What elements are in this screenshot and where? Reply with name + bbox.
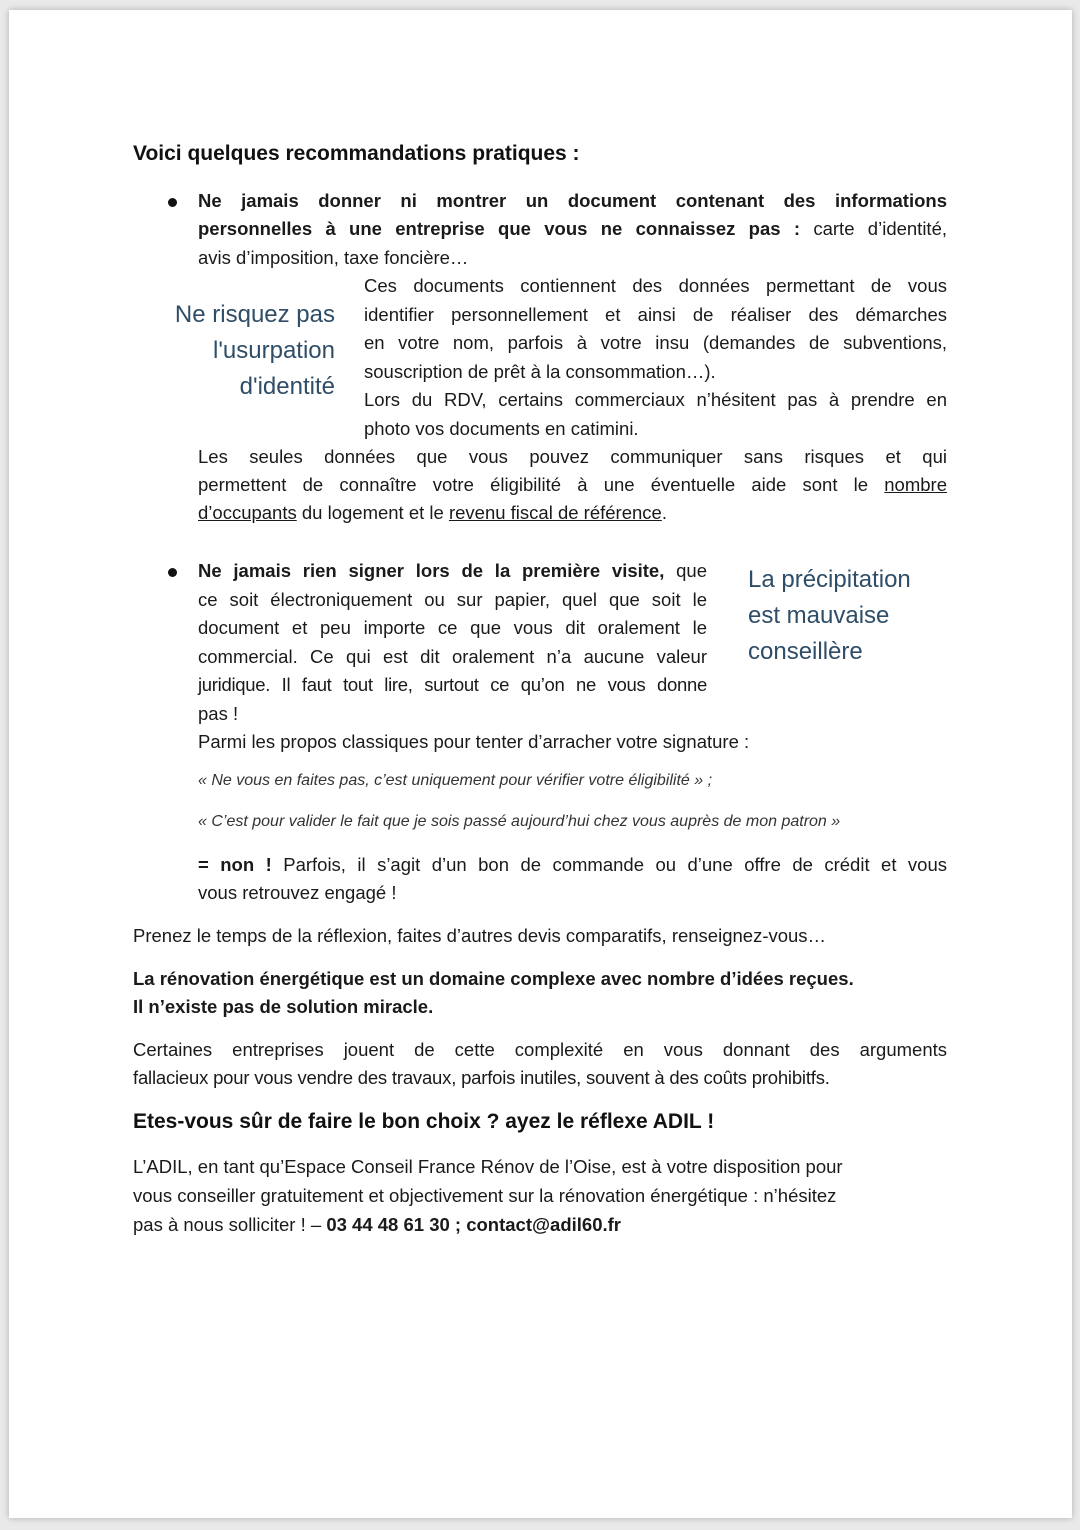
side-line2: identifier personnellement et ainsi de réaliser des démarches	[364, 303, 947, 325]
adil-contact: 03 44 48 61 30 ; contact@adil60.fr	[326, 1214, 621, 1235]
quote-2: « C’est pour valider le fait que je sois passé aujourd’hui chez vous auprès de mon patron »	[198, 813, 841, 830]
bullet2-line1-rest: que	[664, 560, 707, 581]
equal-non-line2: vous retrouvez engagé !	[198, 882, 397, 903]
after-line3-mid: du logement et le	[296, 502, 449, 523]
side-line3: en votre nom, parfois à votre insu (demandes de subventions,	[364, 332, 947, 353]
side-line5: Lors du RDV, certains commerciaux n’hésitent pas à prendre en	[364, 389, 947, 410]
bullet2-line1	[198, 557, 707, 586]
complexity-line1: Certaines entreprises jouent de cette complexité en vous donnant des arguments	[133, 1039, 947, 1060]
bullet1-line1: Ne jamais donner ni montrer un document contenant des informations	[198, 190, 947, 211]
bullet2-line4: commercial. Ce qui est dit oralement n’a aucune valeur	[198, 645, 707, 667]
bullet2-line7: Parmi les propos classiques pour tenter d’arracher votre signature :	[198, 731, 750, 752]
equal-non-line1	[198, 851, 947, 880]
quote-1: « Ne vous en faites pas, c’est uniquement pour vérifier votre éligibilité » ;	[198, 772, 713, 789]
underlined-revenu: revenu fiscal de référence	[448, 502, 662, 523]
after-line1: Les seules données que vous pouvez communiquer sans risques et qui	[198, 446, 947, 467]
pull-quote-identity	[139, 297, 335, 405]
adil-line1: L’ADIL, en tant qu’Espace Conseil France Rénov de l’Oise, est à votre disposition pour	[133, 1156, 843, 1177]
bullet1-line2	[198, 215, 947, 244]
pull-quote-identity-line1: Ne risquez pas	[174, 301, 335, 328]
complexity-line2: fallacieux pour vous vendre des travaux, parfois inutiles, souvent à des coûts prohibitfs.	[133, 1067, 830, 1088]
adil-heading: Etes-vous sûr de faire le bon choix ? ayez le réflexe ADIL !	[133, 1110, 715, 1133]
bullet2-text	[198, 557, 707, 728]
bullet2-line1-bold: Ne jamais rien signer lors de la première visite,	[198, 560, 665, 581]
bullet1-line2-rest: carte d’identité,	[800, 218, 948, 239]
bullet2-line5: juridique. Il faut tout lire, surtout ce qu’on ne vous donne	[198, 674, 707, 695]
bullet1-line2-bold: personnelles à une entreprise que vous ne connaissez pas :	[198, 218, 801, 239]
equal-non-rest: Parfois, il s’agit d’un bon de commande ou d’une offre de crédit et vous	[271, 854, 947, 875]
document-page	[9, 10, 1072, 1518]
equal-non-bold: = non !	[198, 854, 272, 875]
pull-quote-identity-line3: d'identité	[239, 373, 335, 400]
bold-statement-line1: La rénovation énergétique est un domaine complexe avec nombre d’idées reçues.	[133, 968, 854, 989]
underlined-occupants: d’occupants	[198, 502, 297, 523]
pull-quote-precipitation-line1: La précipitation	[748, 566, 911, 593]
pull-quote-identity-line2: l'usurpation	[213, 337, 335, 364]
adil-line3	[133, 1211, 621, 1240]
bullet-2	[168, 568, 177, 577]
identity-side-text	[364, 272, 947, 443]
reflexion-paragraph: Prenez le temps de la réflexion, faites d’autres devis comparatifs, renseignez-vous…	[133, 925, 827, 946]
pull-quote-precipitation	[748, 562, 911, 670]
bullet2-line6: pas !	[198, 702, 239, 724]
side-line4: souscription de prêt à la consommation…).	[364, 360, 716, 382]
after-line3	[198, 499, 667, 528]
after-line2	[198, 471, 947, 500]
pull-quote-precipitation-line2: est mauvaise	[748, 602, 890, 629]
bullet-1	[168, 198, 177, 207]
bullet2-line2: ce soit électroniquement ou sur papier, quel que soit le	[198, 588, 707, 610]
bullet2-line3: document et peu importe ce que vous dit oralement le	[198, 617, 707, 638]
adil-line2: vous conseiller gratuitement et objectivement sur la rénovation énergétique : n’hésitez	[133, 1185, 837, 1206]
after-line3-end: .	[661, 502, 667, 523]
bold-statement-line2: Il n’existe pas de solution miracle.	[133, 996, 434, 1017]
bullet1-line3: avis d’imposition, taxe foncière…	[198, 247, 469, 268]
side-line6: photo vos documents en catimini.	[364, 417, 639, 439]
underlined-nombre: nombre	[884, 474, 947, 495]
pull-quote-precipitation-line3: conseillère	[748, 638, 863, 665]
adil-line3-text: pas à nous solliciter ! –	[133, 1214, 327, 1235]
page-heading: Voici quelques recommandations pratiques :	[133, 142, 580, 165]
after-line2-text: permettent de connaître votre éligibilité à une éventuelle aide sont le	[198, 474, 885, 495]
side-line1: Ces documents contiennent des données permettant de vous	[364, 275, 947, 296]
